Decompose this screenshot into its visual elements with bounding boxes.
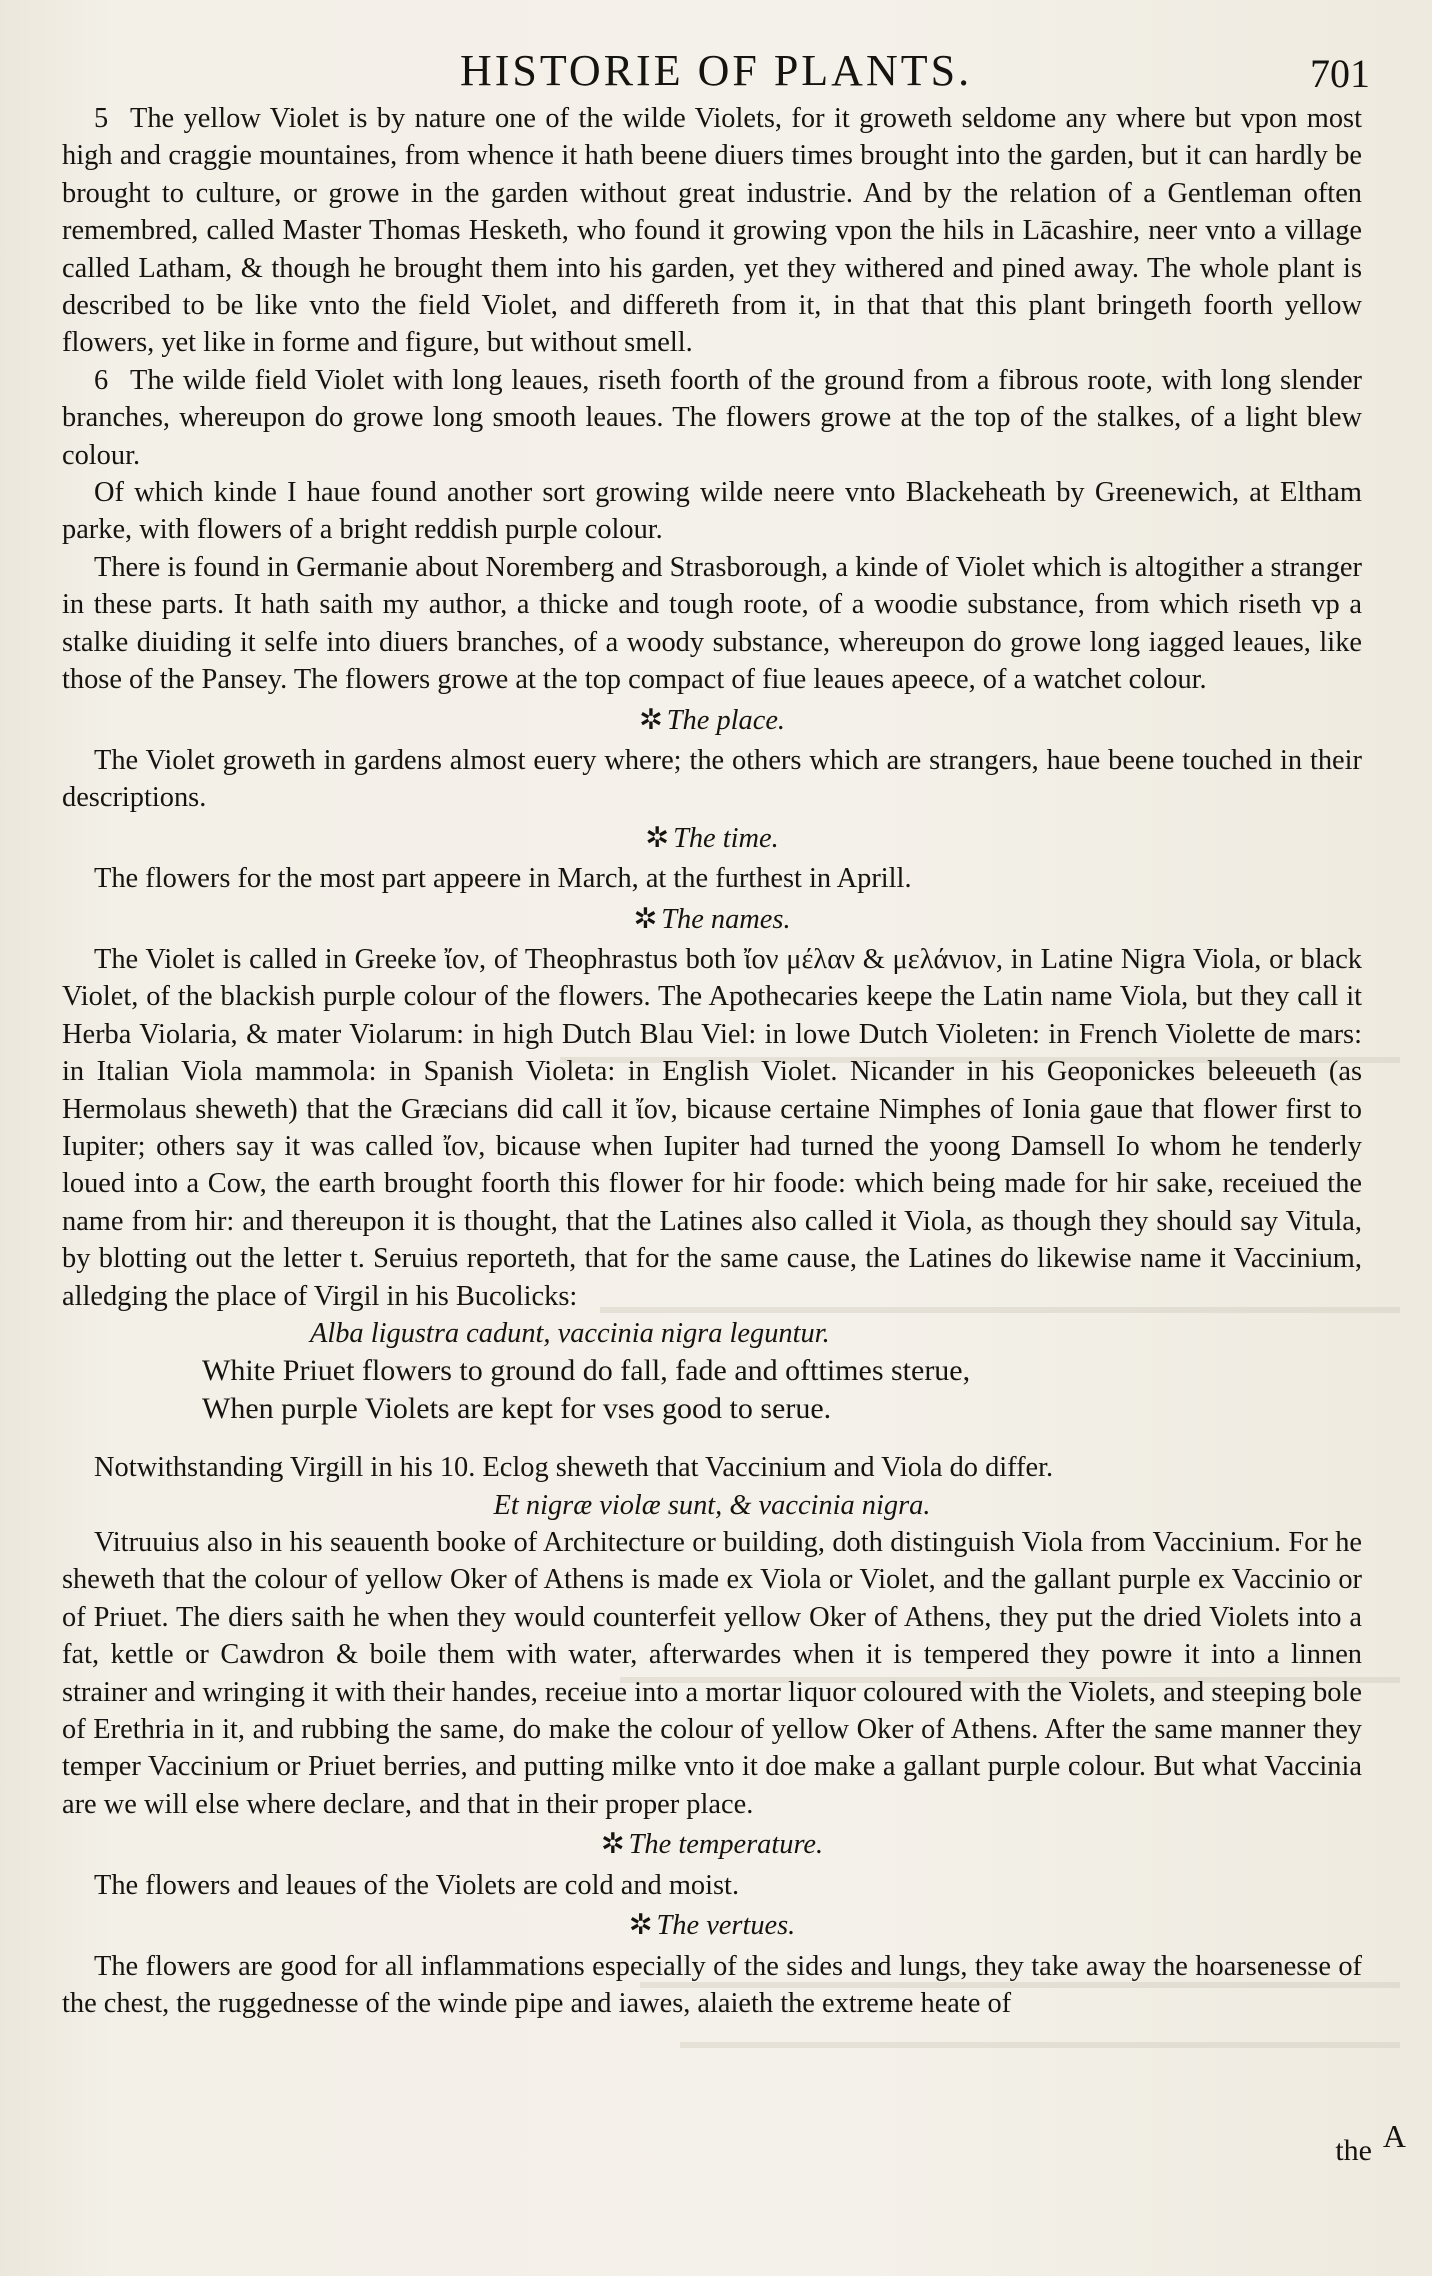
quote-latin: Et nigræ violæ sunt, & vaccinia nigra. (493, 1489, 931, 1521)
body-text (62, 100, 1362, 2022)
paragraph-eltham: Of which kinde I haue found another sort growing wilde neere vnto Blackeheath by Greenewich, at Eltham parke, with flowers of a bright reddish purple colour. (62, 477, 1362, 546)
section-heading-names: ✲ The names. (633, 903, 791, 935)
paragraph-field-violet: 6 The wilde field Violet with long leaues, riseth foorth of the ground from a fibrous roote, with long slender branches, whereupon do growe long smooth leaues. The flowers growe at the top of the stalkes, of a light blew colour. (62, 362, 1362, 474)
fleuron-icon: ✲ (645, 822, 670, 854)
paragraph-yellow-violet: 5 The yellow Violet is by nature one of the wilde Violets, for it groweth seldome any where but vpon most high and craggie mountaines, from whence it hath beene diuers times brought into the garden, but it can hardly be brought to culture, or growe in the garden without great industrie. And by the relation of a Gentleman often remembred, called Master Thomas Hesketh, who found it growing vpon the hils in Lācashire, neer vnto a village called Latham, & though he brought them into his garden, yet they withered and pined away. The whole plant is described to be like vnto the field Violet, and differeth from it, in that that this plant bringeth foorth yellow flowers, yet like in forme and figure, but without smell. (62, 100, 1362, 362)
margin-letter: A (1382, 2118, 1406, 2154)
section-heading-temperature: ✲ The temperature. (600, 1829, 824, 1861)
item-number: 5 (94, 103, 109, 134)
verse-english-line-2: When purple Violets are kept for vses good to serue. (202, 1391, 832, 1425)
fleuron-icon: ✲ (638, 704, 663, 736)
paragraph-temperature: The flowers and leaues of the Violets are cold and moist. (94, 1869, 740, 1901)
paragraph-germanie: There is found in Germanie about Noremberg and Strasborough, a kinde of Violet which is altogither a stranger in these parts. It hath saith my author, a thicke and tough roote, of a woodie substance, from which riseth vp a stalke diuiding it selfe into diuers branches, of a woody substance, whereupon do growe long iagged leaues, like those of the Pansey. The flowers growe at the top compact of fiue leaues apeece, of a watchet colour. (62, 551, 1362, 696)
paragraph-vitruuius: Vitruuius also in his seauenth booke of Architecture or building, doth distinguish Viola from Vaccinium. For he sheweth that the colour of yellow Oker of Athens is made ex Viola or Violet, and the gallant purple ex Vaccinio or of Priuet. The diers saith he when they would counterfeit yellow Oker of Athens, they put the dried Violets into a fat, kettle or Cawdron & boile them with water, afterwardes when it is tempered they powre it into a linnen strainer and wringing it with their handes, receiue into a mortar liquor coloured with the Violets, and steeping bole of Erethria in it, and rubbing the same, do make the colour of yellow Oker of Athens. After the same manner they temper Vaccinium or Priuet berries, and putting milke vnto it doe make a gallant purple colour. But what Vaccinia are we will else where declare, and that in their proper place. (62, 1527, 1362, 1820)
fleuron-icon: ✲ (633, 903, 658, 935)
paragraph-notwithstanding: Notwithstanding Virgill in his 10. Eclog sheweth that Vaccinium and Viola do differ. (94, 1452, 1054, 1484)
verse-latin: Alba ligustra cadunt, vaccinia nigra leguntur. (310, 1318, 830, 1349)
section-heading-place: ✲ The place. (638, 704, 786, 736)
paragraph-names: The Violet is called in Greeke ἴον, of Theophrastus both ἴον μέλαν & μελάνιον, in Latine Nigra Viola, or black Violet, of the blackish purple colour of the flowers. The Apothecaries keepe the Latin name Viola, but they call it Herba Violaria, & mater Violarum: in high Dutch Blau Viel: in lowe Dutch Violeten: in French Violette de mars: in Italian Viola mammola: in Spanish Violeta: in English Violet. Nicander in his Geoponickes beleeueth (as Hermolaus sheweth) that the Græcians did call it ἴον, bicause certaine Nimphes of Ionia gaue that flower first to Iupiter; others say it was called ἴον, bicause when Iupiter had turned the yoong Damsell Io whom he tenderly loued into a Cow, the earth brought foorth this flower for hir foode: which being made for hir sake, receiued the name from hir: and thereupon it is thought, that the Latines also called it Viola, as though they should say Vitula, by blotting out the letter t. Seruius reporteth, that for the same cause, the Latines do likewise name it Vaccinium, alledging the place of Virgil in his Bucolicks: (62, 943, 1362, 1312)
fleuron-icon: ✲ (600, 1829, 625, 1861)
running-title: HISTORIE OF PLANTS. (459, 46, 973, 95)
fleuron-icon: ✲ (628, 1910, 653, 1942)
section-heading-vertues: ✲ The vertues. (628, 1910, 796, 1942)
item-number: 6 (94, 364, 109, 396)
page-number: 701 (1310, 51, 1370, 96)
catchword: the (1335, 2134, 1372, 2167)
paragraph-vertues: The flowers are good for all inflammations especially of the sides and lungs, they take away the hoarsenesse of the chest, the ruggednesse of the winde pipe and iawes, alaieth the extreme heate of (62, 1950, 1362, 2019)
section-heading-time: ✲ The time. (645, 822, 779, 854)
page-header (0, 36, 1432, 106)
paragraph-time: The flowers for the most part appeere in March, at the furthest in Aprill. (94, 863, 912, 895)
verse-english-line-1: White Priuet flowers to ground do fall, fade and ofttimes sterue, (202, 1354, 971, 1388)
spacer (62, 1427, 1362, 1449)
paragraph-place: The Violet groweth in gardens almost euery where; the others which are strangers, haue beene touched in their descriptions. (62, 744, 1362, 814)
